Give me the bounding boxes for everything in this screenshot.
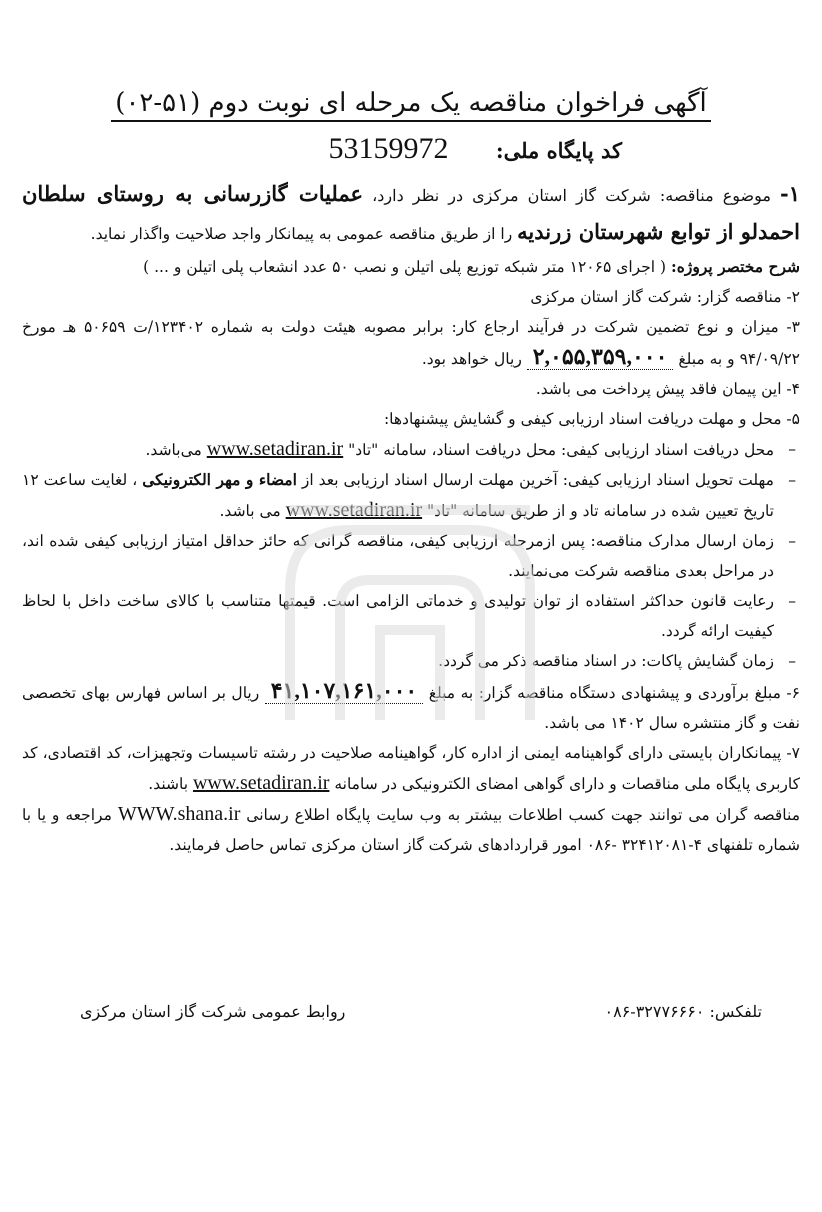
setadiran-link[interactable]: www.setadiran.ir xyxy=(206,438,344,460)
item-6-estimate: ۶- مبلغ برآوردی و پیشنهادی دستگاه مناقصه گزار: به مبلغ ۴۱,۱۰۷,۱۶۱,۰۰۰ ریال بر اساس فهارس بهای تخصصی نفت و گاز منتشره سال ۱۴۰۲ می باشد. xyxy=(22,678,800,732)
sub-item-domestic-law: – رعایت قانون حداکثر استفاده از توان تولیدی و خدماتی الزامی است. قیمتها متناسب با کالای ساخت داخل با لحاظ کیفیت ارائه گردد. xyxy=(22,586,800,646)
estimate-amount: ۴۱,۱۰۷,۱۶۱,۰۰۰ xyxy=(265,678,423,704)
item-3-guarantee: ۳- میزان و نوع تضمین شرکت در فرآیند ارجاع کار: برابر مصوبه هیئت دولت به شماره ۱۲۳۴۰۲/ت ۵۰۶۵۹ هـ مورخ ۹۴/۰۹/۲۲ و به مبلغ ۲,۰۵۵,۳۵۹,۰۰۰ ریال خواهد بود. xyxy=(22,318,800,369)
info-contact: مناقصه گران می توانند جهت کسب اطلاعات بیشتر به وب سایت پایگاه اطلاع رسانی WWW.shana.ir مراجعه و یا با شماره تلفنهای ۴-۳۲۴۱۲۰۸۱ -۰۸۶ امور قراردادهای شرکت گاز استان مرکزی تماس حاصل فرمایند. xyxy=(22,803,800,854)
item-4-prepayment: ۴- این پیمان فاقد پیش پرداخت می باشد. xyxy=(535,380,800,398)
shana-link[interactable]: WWW.shana.ir xyxy=(117,803,241,825)
setadiran-link[interactable]: www.setadiran.ir xyxy=(285,499,423,521)
sub-item-send-time: – زمان ارسال مدارک مناقصه: پس ازمرحله ارزیابی کیفی، مناقصه گرانی که حائز حداقل امتیاز ارزیابی کیفی شده اند، در مراحل بعدی مناقصه شرکت می‌نمایند. xyxy=(22,526,800,586)
item-7-requirements: ۷- پیمانکاران بایستی دارای گواهینامه ایمنی از اداره کار، گواهینامه صلاحیت در رشته تاسیسات وتجهیزات، کد اقتصادی، کد کاربری پایگاه ملی مناقصات و دارای گواهی امضای الکترونیکی در سامانه www.setadiran.ir باشند. xyxy=(22,744,800,794)
signature: روابط عمومی شرکت گاز استان مرکزی xyxy=(80,1002,346,1021)
national-code-line xyxy=(329,132,623,166)
setadiran-link[interactable]: www.setadiran.ir xyxy=(192,772,330,794)
item-2-tenderer: ۲- مناقصه گزار: شرکت گاز استان مرکزی xyxy=(530,288,800,306)
guarantee-amount: ۲,۰۵۵,۳۵۹,۰۰۰ xyxy=(527,344,674,370)
fax-line: تلفکس: ۰۸۶-۳۲۷۷۶۶۶۰ xyxy=(604,1002,762,1021)
national-code-value: 53159972 xyxy=(328,132,449,165)
sub-item-opening-time: – زمان گشایش پاکات: در اسناد مناقصه ذکر می گردد. xyxy=(22,646,800,676)
item-5-location: ۵- محل و مهلت دریافت اسناد ارزیابی کیفی و گشایش پیشنهادها: xyxy=(383,410,800,428)
fax-number: ۰۸۶-۳۲۷۷۶۶۶۰ xyxy=(604,1002,705,1021)
project-summary: شرح مختصر پروژه: ( اجرای ۱۲۰۶۵ متر شبکه توزیع پلی اتیلن و نصب ۵۰ عدد انشعاب پلی اتیلن و ... ) xyxy=(143,257,800,276)
sub-item-delivery-deadline: – مهلت تحویل اسناد ارزیابی کیفی: آخرین مهلت ارسال اسناد ارزیابی بعد از امضاء و مهر الکترونیکی ، لغایت ساعت ۱۲ تاریخ تعیین شده در سامانه تاد و از طریق سامانه "تاد" www.setadiran.ir می باشد. xyxy=(22,465,800,526)
notice-title: آگهی فراخوان مناقصه یک مرحله ای نوبت دوم (۵۱-۰۲) xyxy=(0,88,822,118)
national-code-label: کد پایگاه ملی: xyxy=(495,138,622,163)
notice-body xyxy=(22,176,800,860)
item-1-subject: ۱- موضوع مناقصه: شرکت گاز استان مرکزی در نظر دارد، عملیات گازرسانی به روستای سلطان احمدلو از توابع شهرستان زرندیه را از طریق مناقصه عمومی به پیمانکار واجد صلاحیت واگذار نماید. xyxy=(22,181,800,244)
sub-item-documents-location: – محل دریافت اسناد ارزیابی کیفی: محل دریافت اسناد، سامانه "تاد" www.setadiran.ir می‌باشد. xyxy=(22,434,800,465)
